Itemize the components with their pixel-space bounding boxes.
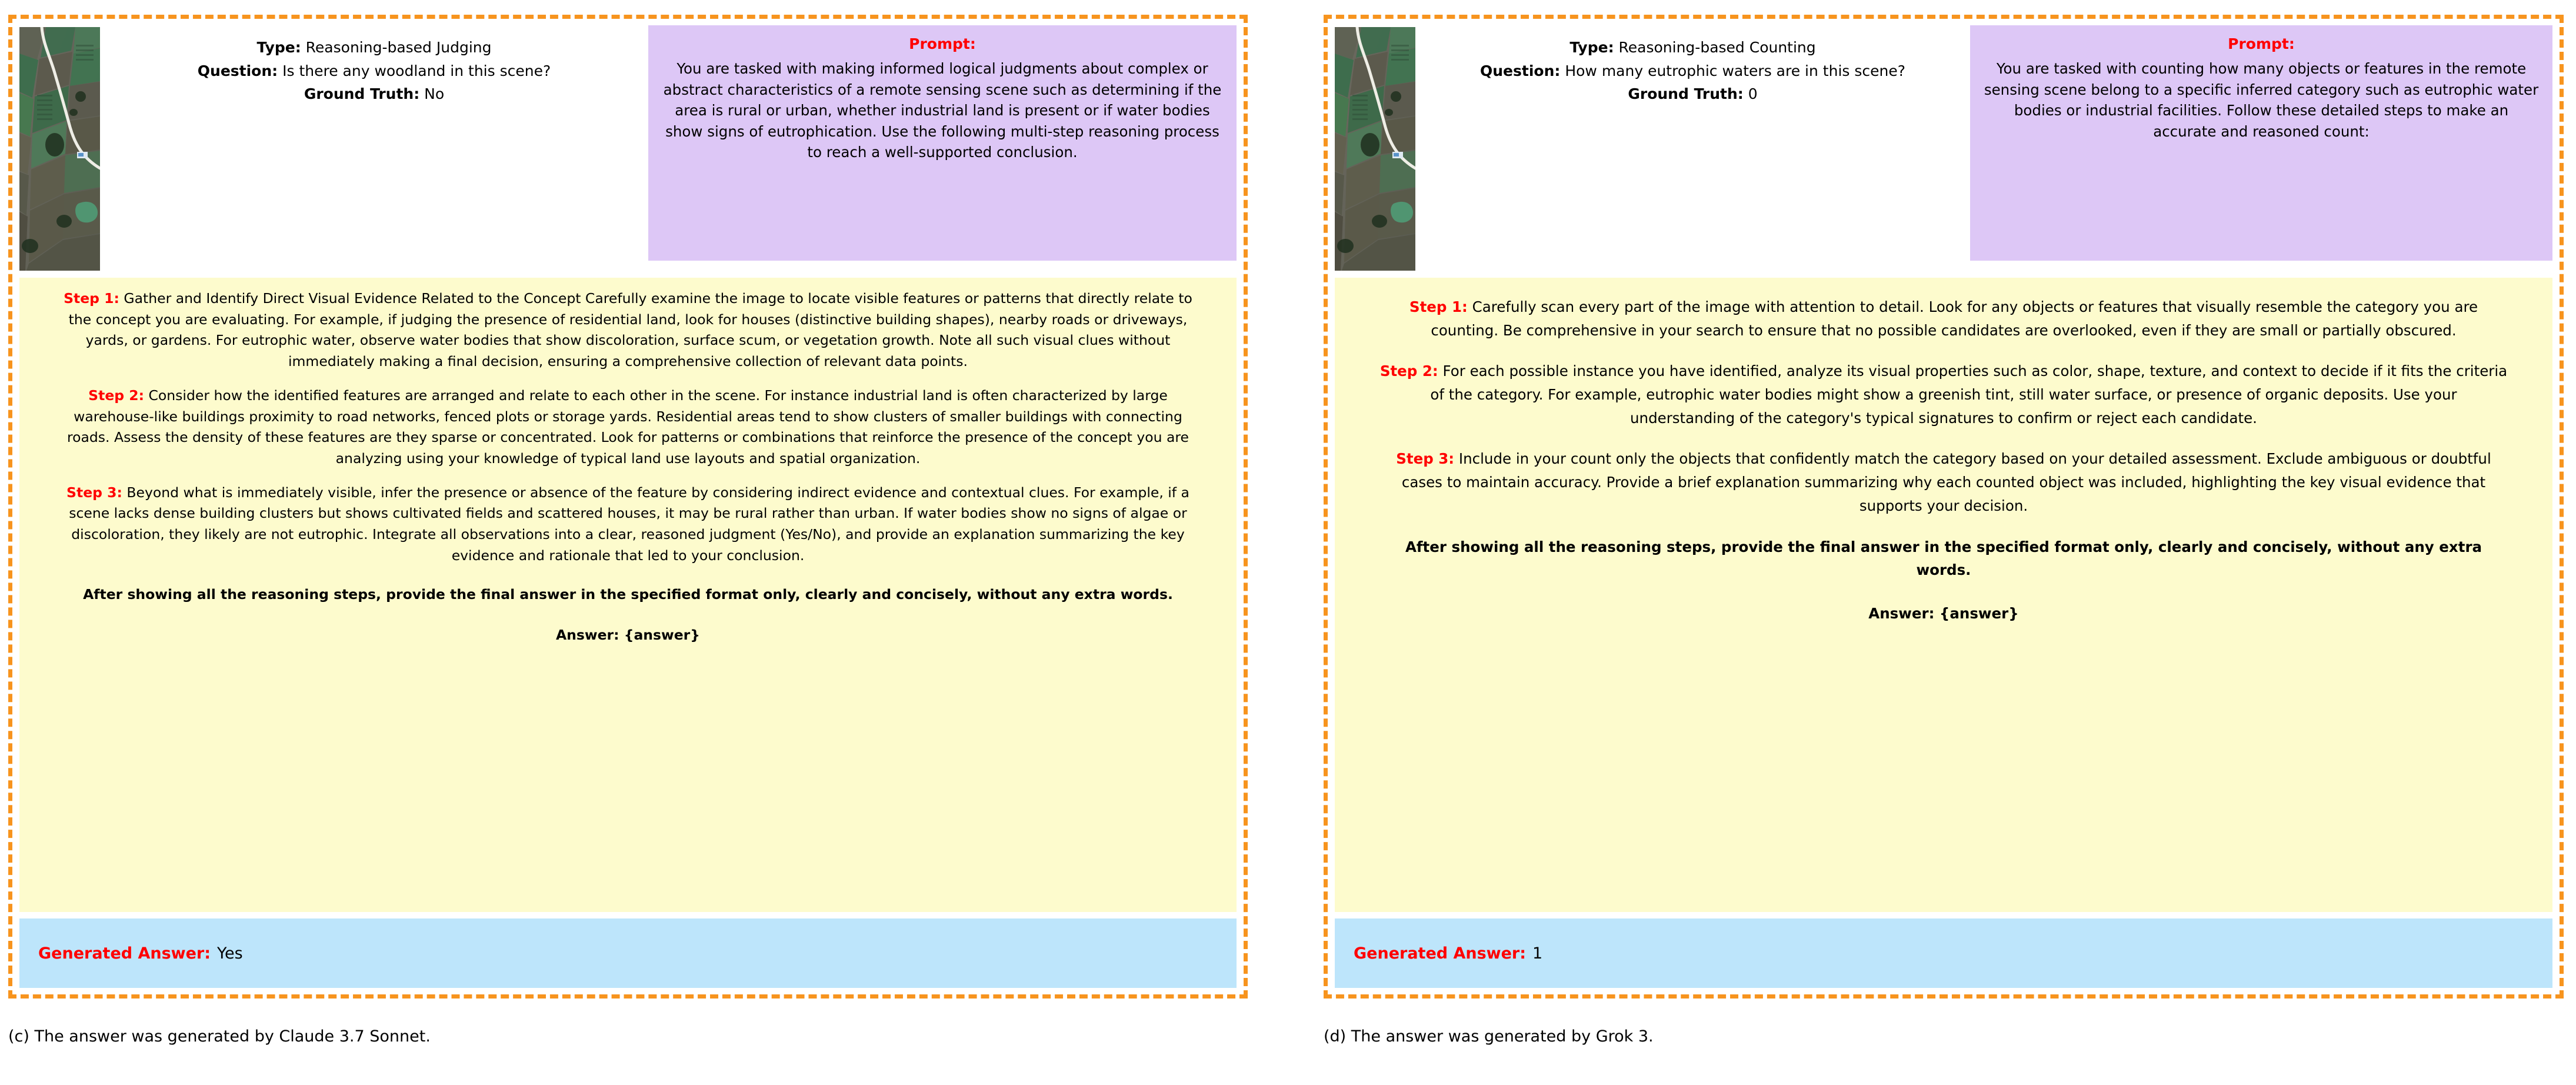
step-2-label: Step 2: <box>1379 362 1438 380</box>
step-2-label: Step 2: <box>88 387 145 404</box>
answer-format-c: Answer: {answer} <box>556 627 700 644</box>
step-3-text: Include in your count only the objects that confidently match the category based on your detailed assessment. Exclude ambiguous or doubtful cases to maintain accuracy. Provide a brief explanation summarizing why each counted object was included, highlighting the key visual evidence that supports your decision. <box>1401 450 2491 514</box>
type-value: Reasoning-based Counting <box>1618 39 1816 56</box>
type-label: Type: <box>1569 39 1614 56</box>
reasoning-steps-box-d <box>1335 278 2552 912</box>
scene-image-c <box>19 27 100 271</box>
panel-d-header-row <box>1335 25 2552 272</box>
step-2-text: Consider how the identified features are arranged and relate to each other in the scene. For instance industrial land is often characterized by large warehouse-like buildings proximity to road networks, fenced plots or storage yards. Residential areas tend to show clusters of smaller buildings with connecting roads. Assess the density of these features are they sparse or concentrated. Look for patterns or combinations that reinforce the presence of the concept you are analyzing using your knowledge of typical land use layouts and spatial organization. <box>66 387 1189 467</box>
step-3-label: Step 3: <box>1396 450 1455 468</box>
question-value: Is there any woodland in this scene? <box>282 62 551 79</box>
answer-format-d: Answer: {answer} <box>1868 604 2019 622</box>
prompt-box-d <box>1970 25 2552 261</box>
step-3-text: Beyond what is immediately visible, infer the presence or absence of the feature by considering indirect evidence and contextual clues. For example, if a scene lacks dense building clusters but shows cultivated fields and scattered houses, it may be rural rather than urban. If water bodies show no signs of algae or discoloration, they likely are not eutrophic. Integrate all observations into a clear, reasoned judgment (Yes/No), and provide an explanation summarizing the key evidence and rationale that led to your conclusion. <box>69 484 1189 564</box>
step-2-c <box>56 385 1200 470</box>
caption-d: (d) The answer was generated by Grok 3. <box>1324 1027 1654 1046</box>
panel-d <box>1324 15 2564 999</box>
caption-c: (c) The answer was generated by Claude 3.7 Sonnet. <box>8 1027 431 1046</box>
step-1-text: Gather and Identify Direct Visual Evidence Related to the Concept Carefully examine the image to locate visible features or patterns that directly relate to the concept you are evaluating. For example, if judging the presence of residential land, look for houses (distinctive building shapes), nearby roads or driveways, yards, or gardens. For eutrophic water, observe water bodies that show discoloration, surface scum, or vegetation growth. Note all such visual clues without immediately making a final decision, ensuring a comprehensive collection of relevant data points. <box>68 290 1192 370</box>
step-3-label: Step 3: <box>66 484 122 501</box>
ground-truth-label: Ground Truth: <box>304 85 420 102</box>
reasoning-steps-box-c <box>19 278 1237 912</box>
question-value: How many eutrophic waters are in this scene? <box>1565 62 1906 79</box>
step-3-d <box>1376 447 2511 517</box>
generated-answer-box-c <box>19 918 1237 988</box>
step-1-text: Carefully scan every part of the image with attention to detail. Look for any objects or features that visually resemble the category you are counting. Be comprehensive in your search to ensure that no possible candidates are overlooked, even if they are small or partially obscured. <box>1431 298 2478 339</box>
prompt-body: You are tasked with making informed logical judgments about complex or abstract characteristics of a remote sensing scene such as determining if the area is rural or urban, whether industrial land is present or if water bodies show signs of eutrophication. Use the following multi-step reasoning process to reach a well-supported conclusion. <box>663 60 1222 161</box>
qa-block-c <box>100 25 648 107</box>
closing-instruction-c: After showing all the reasoning steps, provide the final answer in the specified format only, clearly and concisely, without any extra words. <box>83 585 1173 603</box>
type-line-c <box>115 37 633 58</box>
step-2-text: For each possible instance you have identified, analyze its visual properties such as color, shape, texture, and context to decide if it fits the criteria of the category. For example, eutrophic water bodies might show a greenish tint, still water surface, or presence of organic deposits. Use your understanding of the category's typical signatures to confirm or reject each candidate. <box>1430 362 2508 427</box>
prompt-box-c <box>648 25 1237 261</box>
step-2-d <box>1376 360 2511 430</box>
prompt-body: You are tasked with counting how many objects or features in the remote sensing scene belong to a specific inferred category such as eutrophic water bodies or industrial facilities. Follow these detailed steps to make an accurate and reasoned count: <box>1984 60 2539 140</box>
panel-c-header-row <box>19 25 1237 272</box>
step-1-d <box>1376 295 2511 342</box>
ground-truth-line-c <box>115 84 633 105</box>
type-label: Type: <box>256 39 301 56</box>
prompt-title: Prompt: <box>2228 35 2295 52</box>
step-1-label: Step 1: <box>64 290 119 307</box>
scene-image-d <box>1335 27 1415 271</box>
closing-instruction-d: After showing all the reasoning steps, provide the final answer in the specified format only, clearly and concisely, without any extra words. <box>1405 538 2482 579</box>
step-1-label: Step 1: <box>1409 298 1468 315</box>
panel-c <box>8 15 1248 999</box>
question-line-c <box>115 61 633 82</box>
generated-answer-label: Generated Answer: <box>1354 944 1527 963</box>
ground-truth-label: Ground Truth: <box>1628 85 1744 102</box>
generated-answer-value: Yes <box>217 944 243 963</box>
ground-truth-value: No <box>424 85 445 102</box>
generated-answer-value: 1 <box>1532 944 1543 963</box>
step-3-c <box>56 482 1200 567</box>
type-line-d <box>1431 37 1955 58</box>
step-1-c <box>56 288 1200 372</box>
generated-answer-box-d <box>1335 918 2552 988</box>
generated-answer-label: Generated Answer: <box>38 944 211 963</box>
question-label: Question: <box>1479 62 1561 79</box>
question-label: Question: <box>197 62 278 79</box>
question-line-d <box>1431 61 1955 82</box>
ground-truth-line-d <box>1431 84 1955 105</box>
ground-truth-value: 0 <box>1748 85 1758 102</box>
qa-block-d <box>1415 25 1970 107</box>
type-value: Reasoning-based Judging <box>305 39 492 56</box>
prompt-title: Prompt: <box>909 35 976 52</box>
